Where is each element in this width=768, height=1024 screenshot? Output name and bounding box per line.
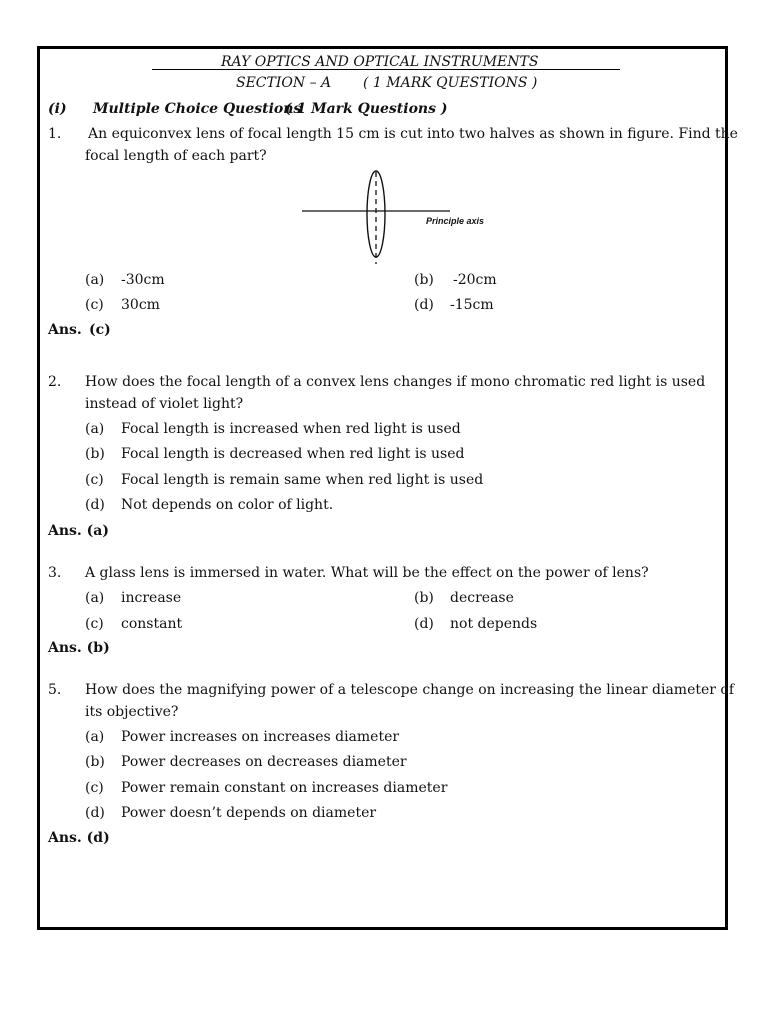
lens-diagram <box>300 168 500 268</box>
q1-option-d-label: (d) <box>414 297 434 313</box>
q2-answer: Ans. (a) <box>48 523 109 539</box>
q3-option-a-text: increase <box>121 590 182 606</box>
q3-option-b-text: decrease <box>450 590 514 606</box>
q3-option-d-label: (d) <box>414 616 434 632</box>
q5-option-c-label: (c) <box>85 780 104 796</box>
q3-option-a-label: (a) <box>85 590 105 606</box>
q5-answer: Ans. (d) <box>48 830 110 846</box>
q1-answer-label: Ans. <box>48 322 82 338</box>
q2-text-line1: How does the focal length of a convex lens changes if mono chromatic red light is used <box>85 374 706 390</box>
q3-answer: Ans. (b) <box>48 640 110 656</box>
q5-option-a-text: Power increases on increases diameter <box>121 729 400 745</box>
q1-option-c-text: 30cm <box>121 297 160 313</box>
q5-number: 5. <box>48 682 62 698</box>
q2-option-d-label: (d) <box>85 497 105 513</box>
q1-text-line1: An equiconvex lens of focal length 15 cm is cut into two halves as shown in figure. Find the <box>88 126 738 142</box>
q2-number: 2. <box>48 374 62 390</box>
q1-option-b-text: -20cm <box>453 272 497 288</box>
q1-option-a-text: -30cm <box>121 272 165 288</box>
q2-option-b-label: (b) <box>85 446 105 462</box>
q2-option-c-text: Focal length is remain same when red light is used <box>121 472 484 488</box>
q5-option-b-label: (b) <box>85 754 105 770</box>
q1-option-d-text: -15cm <box>450 297 494 313</box>
q5-option-b-text: Power decreases on decreases diameter <box>121 754 407 770</box>
q1-option-c-label: (c) <box>85 297 104 313</box>
q1-number: 1. <box>48 126 62 142</box>
q5-text-line1: How does the magnifying power of a telescope change on increasing the linear diameter of <box>85 682 735 698</box>
q5-option-d-text: Power doesn’t depends on diameter <box>121 805 377 821</box>
section-note: ( 1 MARK QUESTIONS ) <box>363 75 538 91</box>
q3-text-line1: A glass lens is immersed in water. What will be the effect on the power of lens? <box>85 565 649 581</box>
q3-option-c-text: constant <box>121 616 183 632</box>
q2-option-a-label: (a) <box>85 421 105 437</box>
q3-option-d-text: not depends <box>450 616 538 632</box>
q2-option-c-label: (c) <box>85 472 104 488</box>
q5-text-line2: its objective? <box>85 704 179 720</box>
q2-option-b-text: Focal length is decreased when red light is used <box>121 446 465 462</box>
q3-number: 3. <box>48 565 62 581</box>
q5-option-d-label: (d) <box>85 805 105 821</box>
principle-axis-label: Principle axis <box>426 216 485 226</box>
part-title: Multiple Choice Questions <box>93 101 302 117</box>
q1-answer-value: (c) <box>89 322 111 338</box>
q5-option-c-text: Power remain constant on increases diameter <box>121 780 448 796</box>
q1-option-b-label: (b) <box>414 272 434 288</box>
q2-option-d-text: Not depends on color of light. <box>121 497 334 513</box>
part-note: ( 1 Mark Questions ) <box>285 101 448 117</box>
q1-option-a-label: (a) <box>85 272 105 288</box>
q3-option-b-label: (b) <box>414 590 434 606</box>
q3-option-c-label: (c) <box>85 616 104 632</box>
q1-text-line2: focal length of each part? <box>85 148 267 164</box>
q2-option-a-text: Focal length is increased when red light is used <box>121 421 461 437</box>
section-heading: SECTION – A <box>236 75 332 91</box>
q5-option-a-label: (a) <box>85 729 105 745</box>
q2-text-line2: instead of violet light? <box>85 396 244 412</box>
part-marker: (i) <box>48 101 67 117</box>
page-title: RAY OPTICS AND OPTICAL INSTRUMENTS <box>221 54 539 70</box>
